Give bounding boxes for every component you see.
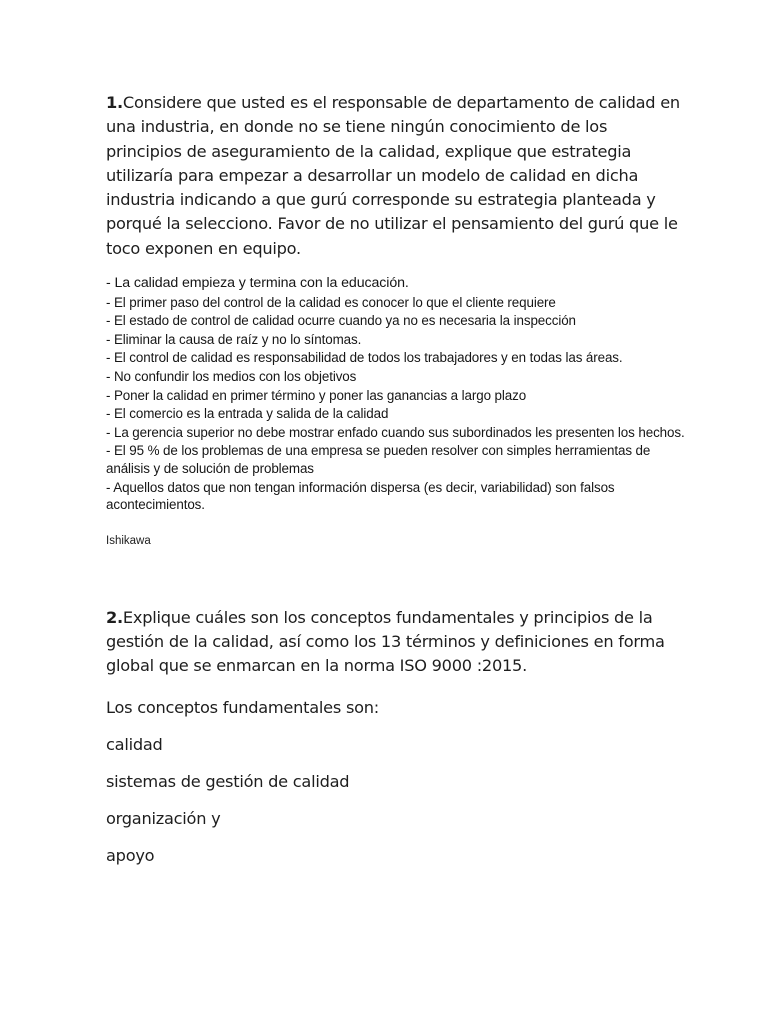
concept-item: calidad [106,734,163,754]
guru-name: Ishikawa [106,534,151,547]
answer-1-item: - El comercio es la entrada y salida de la calidad [106,406,389,422]
answer-1-item: - El 95 % de los problemas de una empresa se pueden resolver con simples herramientas de análisis y de solución de problemas [106,443,651,477]
question-2 [106,606,686,679]
document-page [106,91,686,868]
answer-1-item: - Eliminar la causa de raíz y no lo síntomas. [106,331,362,347]
question-2-text: Explique cuáles son los conceptos fundamentales y principios de la gestión de la calidad, así como los 13 términos y definiciones en forma global que se enmarcan en la norma ISO 9000 :2015. [106,607,665,676]
answer-1-item: - El estado de control de calidad ocurre cuando ya no es necesaria la inspección [106,313,576,329]
question-1-text: Considere que usted es el responsable de departamento de calidad en una industria, en donde no se tiene ningún conocimiento de los principios de aseguramiento de la calidad, explique que estrategia utilizaría para empezar a desarrollar un modelo de calidad en dicha industria indicando a que gurú corresponde su estrategia planteada y porqué la selecciono. Favor de no utilizar el pensamiento del gurú que le toco exponen en equipo. [106,93,680,258]
answer-1-item: - La calidad empieza y termina con la educación. [106,275,409,292]
concepts-list [106,733,686,868]
concept-item: apoyo [106,845,155,865]
answer-1-list [106,275,686,514]
concept-item: sistemas de gestión de calidad [106,771,350,791]
question-1-number: 1. [106,93,123,112]
concept-item: organización y [106,808,221,828]
concepts-title: Los conceptos fundamentales son: [106,697,379,717]
question-2-number: 2. [106,607,123,627]
answer-1-item: - No confundir los medios con los objetivos [106,369,357,385]
answer-1-item: - Poner la calidad en primer término y poner las ganancias a largo plazo [106,387,527,403]
answer-1-item: - El control de calidad es responsabilidad de todos los trabajadores y en todas las áreas. [106,350,623,366]
question-1 [106,91,686,261]
answer-1-item: - El primer paso del control de la calidad es conocer lo que el cliente requiere [106,294,556,310]
answer-1-item: - La gerencia superior no debe mostrar enfado cuando sus subordinados les presenten los hechos. [106,424,685,440]
answer-1-item: - Aquellos datos que non tengan información dispersa (es decir, variabilidad) son falsos acontecimientos. [106,479,615,513]
